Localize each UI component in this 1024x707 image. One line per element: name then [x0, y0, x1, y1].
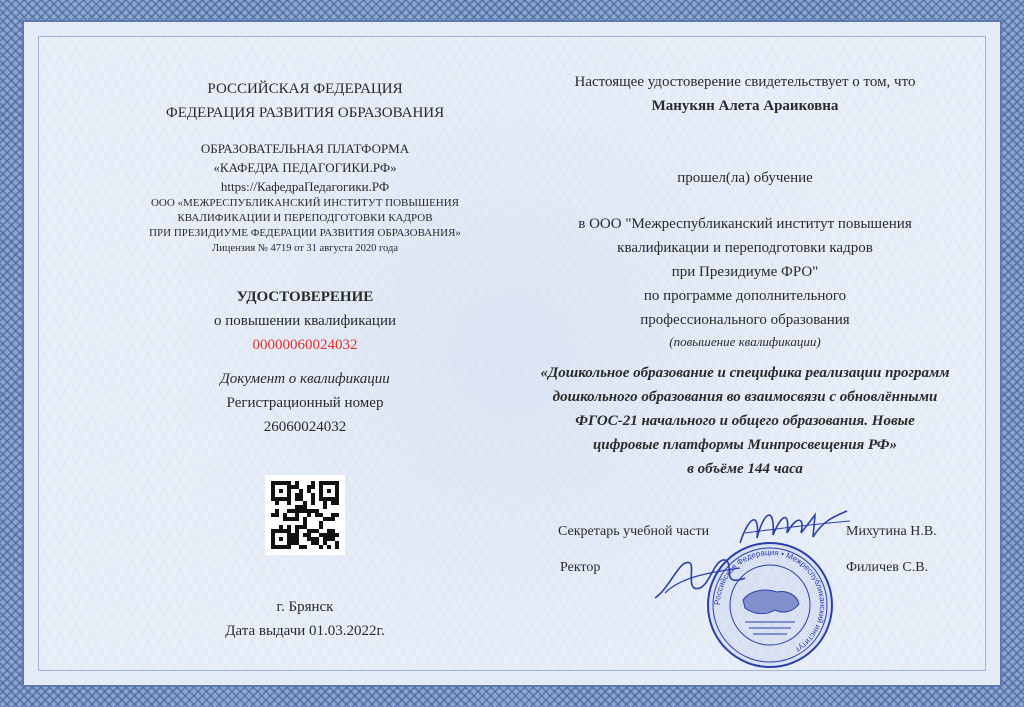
rector-name: Филичев С.В. [846, 560, 929, 575]
course-line-1: «Дошкольное образование и специфика реализации программ [540, 365, 950, 381]
official-seal [705, 540, 835, 670]
left-column [95, 55, 515, 643]
document-subtitle: о повышении квалификации [214, 313, 396, 329]
seal-ring-text: Российская Федерация • Межреспубликанский институт [712, 547, 828, 655]
institute-line-3: при Президиуме ФРО" [671, 264, 819, 280]
rector-role: Ректор [560, 560, 601, 575]
issue-city: г. Брянск [276, 599, 334, 615]
platform-line-1: ОБРАЗОВАТЕЛЬНАЯ ПЛАТФОРМА [200, 141, 410, 156]
course-line-2: дошкольного образования во взаимосвязи с обновлёнными [552, 389, 938, 405]
registration-label: Регистрационный номер [226, 395, 384, 411]
qr-module [335, 545, 339, 549]
qr-code[interactable] [265, 475, 345, 555]
org-line-1: ООО «МЕЖРЕСПУБЛИКАНСКИЙ ИНСТИТУТ ПОВЫШЕНИЯ [150, 197, 460, 209]
right-column [510, 70, 980, 481]
secretary-role: Секретарь учебной части [558, 524, 710, 539]
document-type: Документ о квалификации [220, 371, 390, 387]
document-number: 00000060024032 [252, 337, 358, 353]
institute-line-1: в ООО "Межреспубликанский институт повышения [578, 216, 912, 232]
org-line-3: ПРИ ПРЕЗИДИУМЕ ФЕДЕРАЦИИ РАЗВИТИЯ ОБРАЗОВАНИЯ» [149, 227, 461, 239]
secretary-name: Михутина Н.В. [846, 524, 937, 539]
platform-url: https://КафедраПедагогики.РФ [220, 179, 390, 194]
program-line-1: по программе дополнительного [643, 288, 847, 304]
intro-text: Настоящее удостоверение свидетельствует о том, что [574, 74, 916, 90]
qr-code-pattern [271, 481, 339, 549]
program-line-2: профессионального образования [640, 312, 850, 328]
course-hours: в объёме 144 часа [687, 461, 803, 477]
country-heading: РОССИЙСКАЯ ФЕДЕРАЦИЯ [207, 81, 403, 97]
program-type: (повышение квалификации) [669, 334, 821, 349]
platform-line-2: «КАФЕДРА ПЕДАГОГИКИ.РФ» [213, 160, 397, 175]
registration-number: 26060024032 [263, 419, 347, 435]
issue-date: Дата выдачи 01.03.2022г. [225, 623, 385, 639]
training-status: прошел(ла) обучение [677, 170, 813, 186]
document-title: УДОСТОВЕРЕНИЕ [236, 289, 374, 305]
federation-heading: ФЕДЕРАЦИЯ РАЗВИТИЯ ОБРАЗОВАНИЯ [165, 105, 445, 121]
recipient-name: Манукян Алета Араиковна [651, 98, 839, 114]
org-line-2: КВАЛИФИКАЦИИ И ПЕРЕПОДГОТОВКИ КАДРОВ [177, 212, 433, 224]
license-line: Лицензия № 4719 от 31 августа 2020 года [211, 243, 399, 254]
course-line-4: цифровые платформы Минпросвещения РФ» [592, 437, 898, 453]
institute-line-2: квалификации и переподготовки кадров [617, 240, 873, 256]
course-line-3: ФГОС-21 начального и общего образования. Новые [575, 413, 915, 429]
